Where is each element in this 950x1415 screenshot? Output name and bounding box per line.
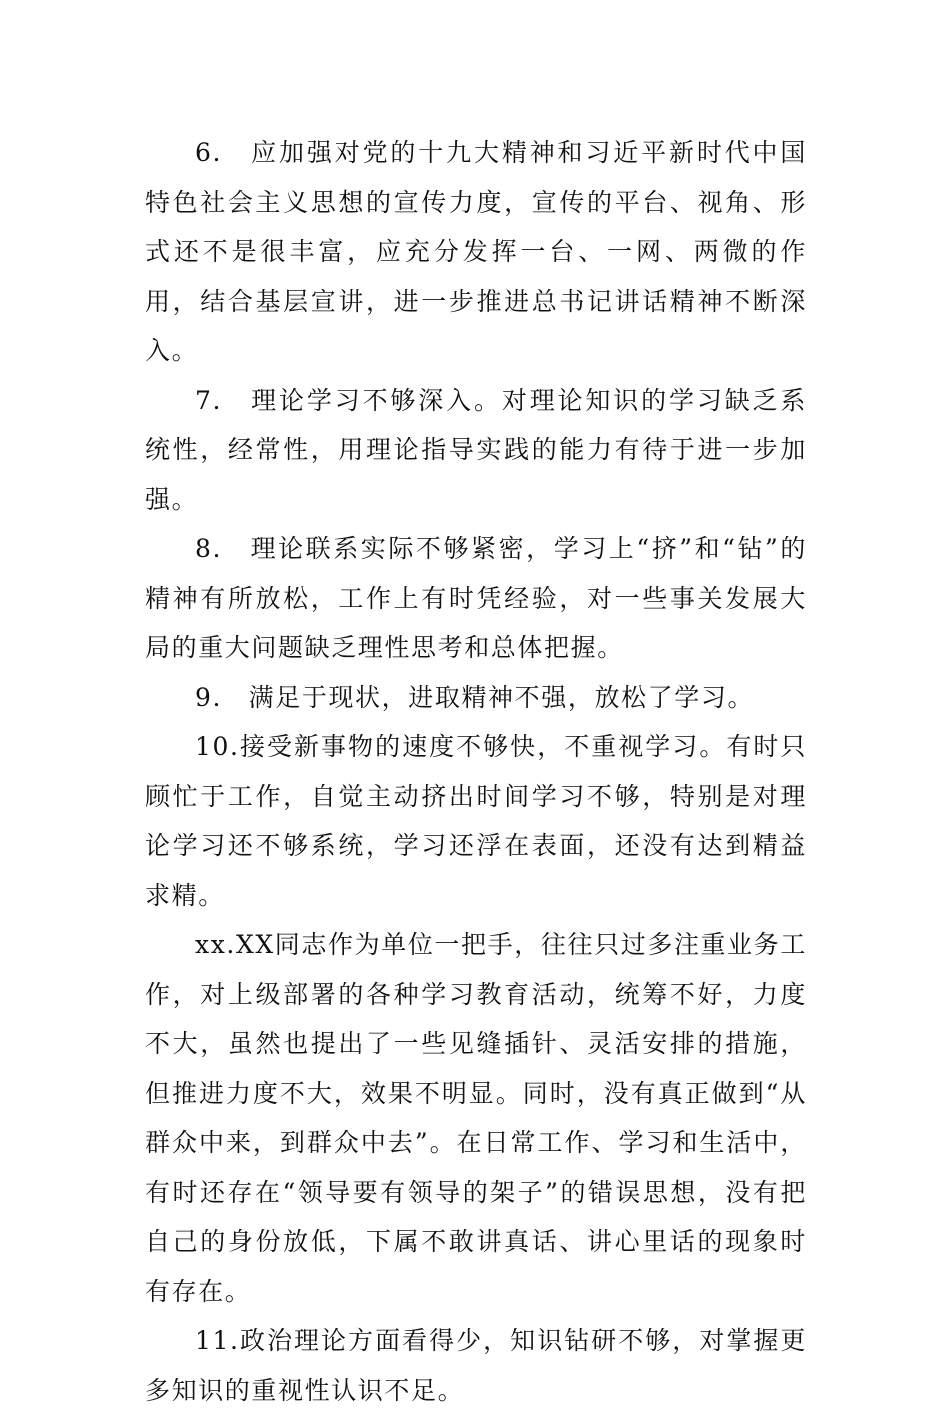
paragraph-6: 6. 应加强对党的十九大精神和习近平新时代中国特色社会主义思想的宣传力度，宣传的平台、视角、形式还不是很丰富，应充分发挥一台、一网、两微的作用，结合基层宣讲，进一步推进总书记讲话精神不断深入。 — [145, 138, 807, 365]
paragraph-xx: xx.XX同志作为单位一把手，往往只过多注重业务工作，对上级部署的各种学习教育活动，统筹不好，力度不大，虽然也提出了一些见缝插针、灵活安排的措施，但推进力度不大，效果不明显。同时，没有真正做到“从群众中来，到群众中去”。在日常工作、学习和生活中，有时还存在“领导要有领导的架子”的错误思想，没有把自己的身份放低，下属不敢讲真话、讲心里话的现象时有存在。 — [145, 930, 807, 1306]
paragraph-9: 9. 满足于现状，进取精神不强，放松了学习。 — [195, 682, 755, 712]
paragraph-8: 8. 理论联系实际不够紧密，学习上“挤”和“钻”的精神有所放松，工作上有时凭经验，对一些事关发展大局的重大问题缺乏理性思考和总体把握。 — [145, 534, 807, 662]
paragraph-10: 10.接受新事物的速度不够快，不重视学习。有时只顾忙于工作，自觉主动挤出时间学习不够，特别是对理论学习还不够系统，学习还浮在表面，还没有达到精益求精。 — [145, 732, 807, 910]
paragraph-11: 11.政治理论方面看得少，知识钻研不够，对掌握更多知识的重视性认识不足。 — [145, 1326, 807, 1405]
document-body — [145, 128, 807, 1415]
paragraph-7: 7. 理论学习不够深入。对理论知识的学习缺乏系统性，经常性，用理论指导实践的能力有待于进一步加强。 — [145, 385, 807, 514]
